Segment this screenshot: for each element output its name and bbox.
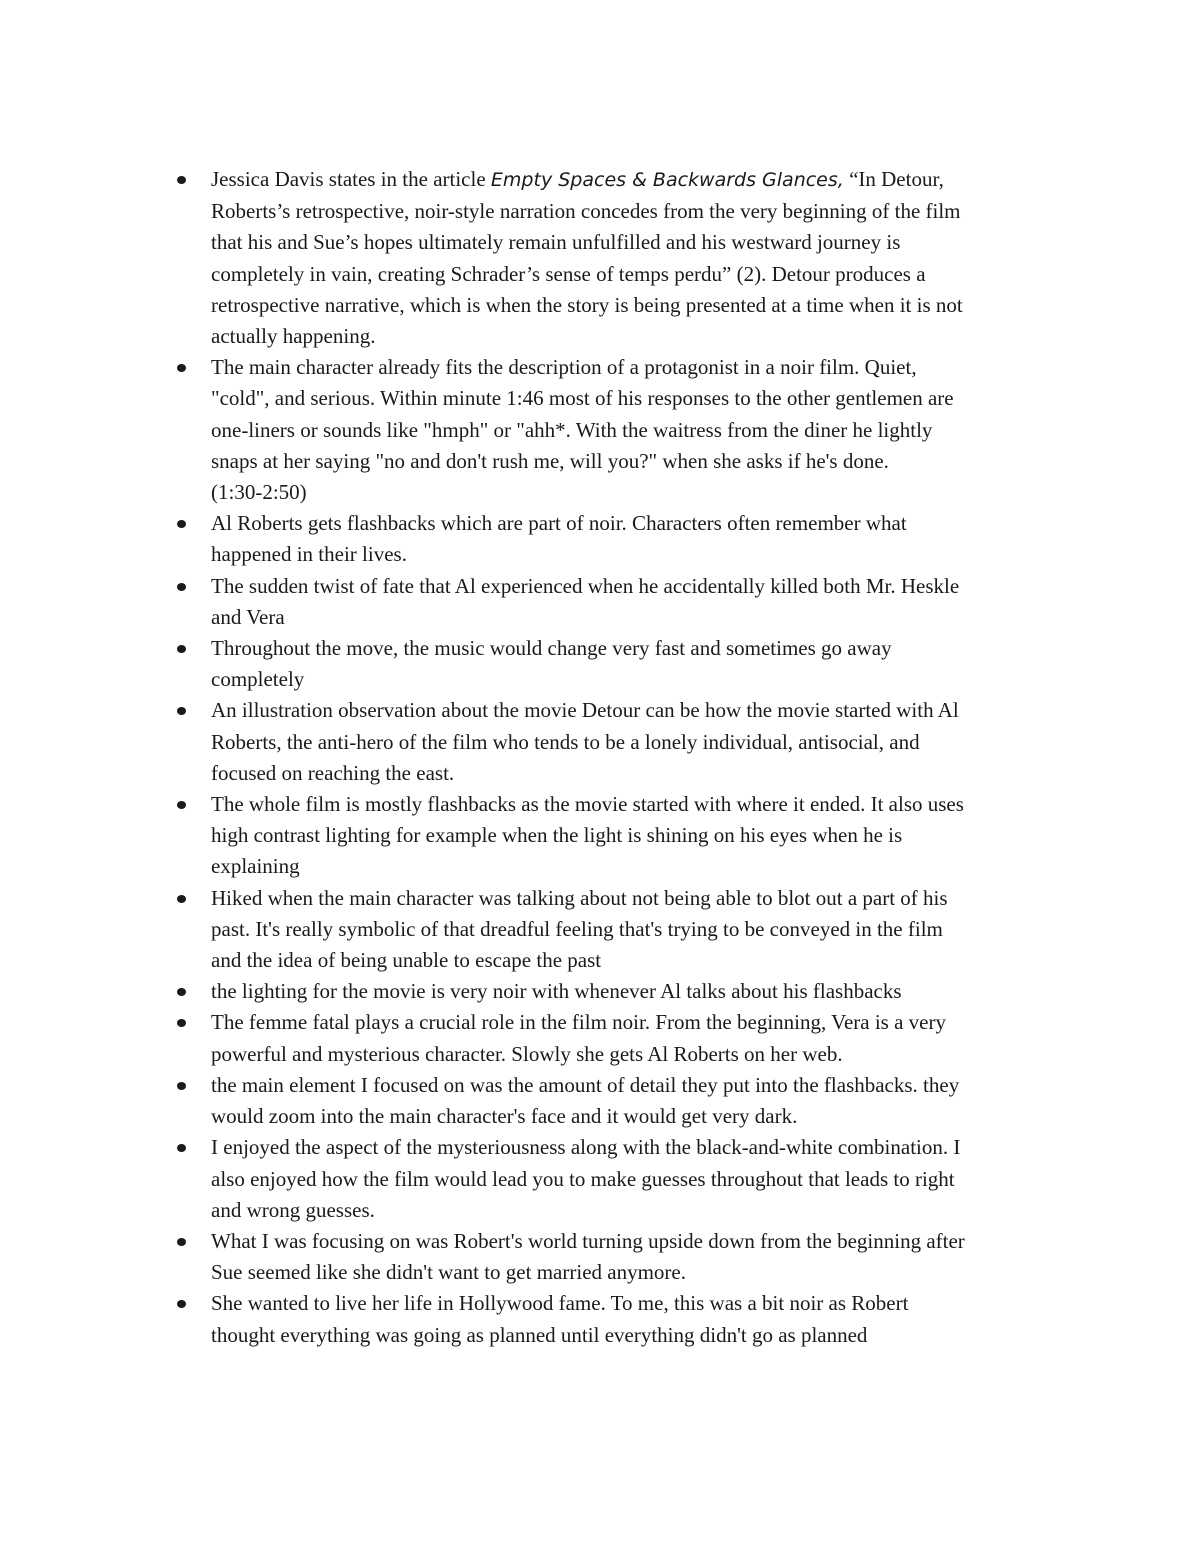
text-line: The main character already fits the description of a protagonist in a noir film. Quiet, — [211, 355, 917, 380]
text-line — [211, 164, 1069, 196]
text-line: Roberts, the anti-hero of the film who tends to be a lonely individual, antisocial, and — [211, 729, 920, 754]
list-item — [211, 633, 1069, 695]
bullet-dot-icon — [177, 645, 186, 653]
bullet-dot-icon — [177, 1300, 186, 1308]
text-line: happened in their lives. — [211, 542, 407, 567]
list-item — [211, 1226, 1069, 1288]
text-line: An illustration observation about the movie Detour can be how the movie started with Al — [211, 698, 959, 723]
text-line: focused on reaching the east. — [211, 760, 455, 785]
list-item — [211, 352, 1069, 508]
text-line: powerful and mysterious character. Slowly she gets Al Roberts on her web. — [211, 1041, 843, 1066]
text-line: Throughout the move, the music would change very fast and sometimes go away — [211, 636, 892, 661]
bullet-dot-icon — [177, 895, 186, 903]
text-run: “In Detour, — [843, 167, 944, 191]
text-line: I enjoyed the aspect of the mysteriousness along with the black-and-white combination. I — [211, 1135, 961, 1160]
text-run: Jessica Davis states in the article — [211, 167, 491, 191]
bullet-list — [211, 164, 1069, 1351]
text-line: that his and Sue’s hopes ultimately remain unfulfilled and his westward journey is — [211, 230, 901, 255]
list-item — [211, 1288, 1069, 1350]
bullet-dot-icon — [177, 707, 186, 715]
text-line: completely in vain, creating Schrader’s sense of temps perdu” (2). Detour produces a — [211, 261, 926, 286]
text-line: snaps at her saying "no and don't rush me, will you?" when she asks if he's done. — [211, 448, 889, 473]
text-line: high contrast lighting for example when the light is shining on his eyes when he is — [211, 823, 903, 848]
text-line: and Vera — [211, 604, 285, 629]
text-line: past. It's really symbolic of that dreadful feeling that's trying to be conveyed in the film — [211, 916, 943, 941]
text-line: actually happening. — [211, 324, 376, 349]
text-line: The whole film is mostly flashbacks as the movie started with where it ended. It also uses — [211, 792, 964, 817]
text-line: completely — [211, 667, 305, 692]
text-line: the main element I focused on was the amount of detail they put into the flashbacks. they — [211, 1072, 960, 1097]
text-line: The femme fatal plays a crucial role in the film noir. From the beginning, Vera is a very — [211, 1010, 946, 1035]
text-line: (1:30-2:50) — [211, 480, 307, 505]
list-item — [211, 883, 1069, 977]
bullet-dot-icon — [177, 1144, 186, 1152]
bullet-dot-icon — [177, 583, 186, 591]
list-item — [211, 789, 1069, 883]
text-line: Sue seemed like she didn't want to get married anymore. — [211, 1260, 686, 1285]
text-line: Hiked when the main character was talking about not being able to blot out a part of his — [211, 885, 948, 910]
text-line: one-liners or sounds like "hmph" or "ahh*. With the waitress from the diner he lightly — [211, 417, 933, 442]
bullet-dot-icon — [177, 520, 186, 528]
text-line: the lighting for the movie is very noir with whenever Al talks about his flashbacks — [211, 979, 902, 1004]
list-item — [211, 695, 1069, 789]
text-line: and wrong guesses. — [211, 1197, 375, 1222]
list-item — [211, 571, 1069, 633]
bullet-dot-icon — [177, 364, 186, 372]
text-line: also enjoyed how the film would lead you to make guesses throughout that leads to right — [211, 1166, 955, 1191]
bullet-dot-icon — [177, 176, 186, 184]
text-line: She wanted to live her life in Hollywood fame. To me, this was a bit noir as Robert — [211, 1291, 909, 1316]
text-line: The sudden twist of fate that Al experienced when he accidentally killed both Mr. Heskle — [211, 573, 960, 598]
list-item — [211, 508, 1069, 570]
bullet-dot-icon — [177, 988, 186, 996]
text-line: explaining — [211, 854, 300, 879]
list-item — [211, 976, 1069, 1007]
list-item — [211, 164, 1069, 352]
text-line: retrospective narrative, which is when the story is being presented at a time when it is not — [211, 292, 963, 317]
text-line: Al Roberts gets flashbacks which are part of noir. Characters often remember what — [211, 511, 907, 536]
text-line: thought everything was going as planned until everything didn't go as planned — [211, 1322, 868, 1347]
text-line: Roberts’s retrospective, noir-style narration concedes from the very beginning of the film — [211, 199, 961, 224]
text-line: and the idea of being unable to escape the past — [211, 948, 602, 973]
text-line: "cold", and serious. Within minute 1:46 most of his responses to the other gentlemen are — [211, 386, 954, 411]
bullet-dot-icon — [177, 801, 186, 809]
article-title: Empty Spaces & Backwards Glances, — [490, 169, 844, 191]
bullet-dot-icon — [177, 1082, 186, 1090]
text-line: would zoom into the main character's face and it would get very dark. — [211, 1104, 798, 1129]
bullet-dot-icon — [177, 1019, 186, 1027]
text-line: What I was focusing on was Robert's world turning upside down from the beginning after — [211, 1228, 965, 1253]
list-item — [211, 1070, 1069, 1132]
list-item — [211, 1007, 1069, 1069]
bullet-dot-icon — [177, 1238, 186, 1246]
list-item — [211, 1132, 1069, 1226]
